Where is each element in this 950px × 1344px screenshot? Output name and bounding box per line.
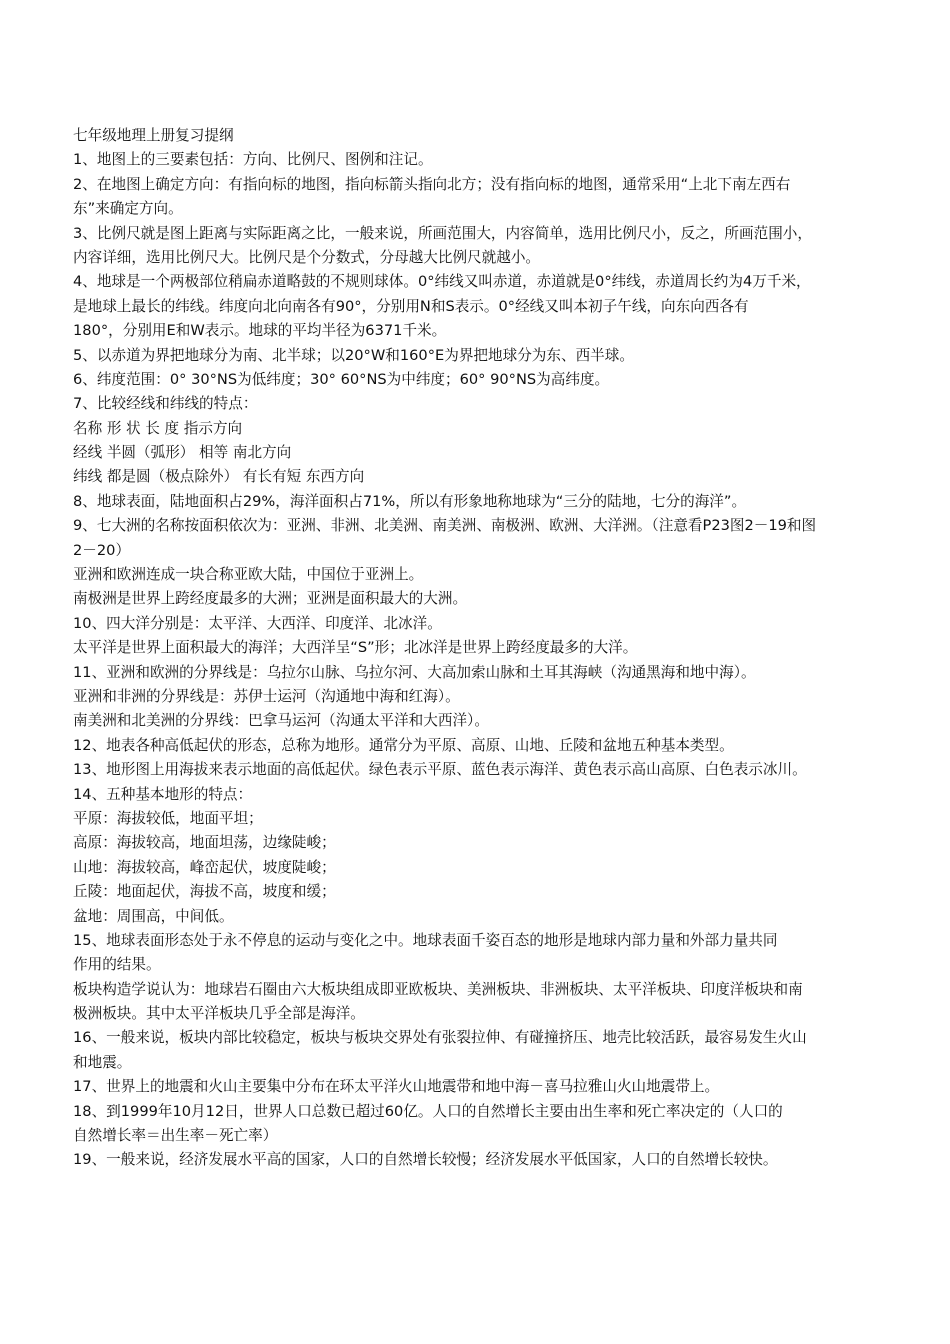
- text-line: 是地球上最长的纬线。纬度向北向南各有90°，分别用N和S表示。0°经线又叫本初子午线，向东向西各有: [73, 297, 749, 315]
- text-line: 7、比较经线和纬线的特点：: [73, 395, 258, 413]
- text-line: 3、比例尺就是图上距离与实际距离之比，一般来说，所画范围大，内容简单，选用比例尺小，反之，所画范围小，: [73, 224, 812, 242]
- text-line: 14、五种基本地形的特点：: [73, 785, 253, 803]
- text-line: 1、地图上的三要素包括：方向、比例尺、图例和注记。: [73, 151, 433, 169]
- text-line: 名称 形 状 长 度 指示方向: [73, 419, 243, 437]
- text-line: 13、地形图上用海拔来表示地面的高低起伏。绿色表示平原、蓝色表示海洋、黄色表示高山高原、白色表示冰川。: [73, 761, 807, 779]
- text-line: 盆地：周围高，中间低。: [73, 907, 234, 925]
- text-line: 8、地球表面，陆地面积占29%，海洋面积占71%，所以有形象地称地球为“三分的陆地，七分的海洋”。: [73, 492, 747, 510]
- text-line: 内容详细，选用比例尺大。比例尺是个分数式，分母越大比例尺就越小。: [73, 248, 541, 266]
- text-line: 亚洲和非洲的分界线是：苏伊士运河（沟通地中海和红海）。: [73, 687, 460, 705]
- text-line: 11、亚洲和欧洲的分界线是：乌拉尔山脉、乌拉尔河、大高加索山脉和土耳其海峡（沟通黑海和地中海）。: [73, 663, 756, 681]
- text-line: 5、以赤道为界把地球分为南、北半球；以20°W和160°E为界把地球分为东、西半球。: [73, 346, 634, 364]
- text-line: 南美洲和北美洲的分界线：巴拿马运河（沟通太平洋和大西洋）。: [73, 712, 489, 730]
- text-line: 亚洲和欧洲连成一块合称亚欧大陆，中国位于亚洲上。: [73, 566, 424, 584]
- text-line: 纬线 都是圆（极点除外） 有长有短 东西方向: [73, 468, 365, 486]
- document-title: 七年级地理上册复习提纲: [73, 127, 234, 144]
- text-line: 山地：海拔较高，峰峦起伏，坡度陡峻；: [73, 858, 336, 876]
- text-line: 太平洋是世界上面积最大的海洋；大西洋呈“S”形；北冰洋是世界上跨经度最多的大洋。: [73, 639, 638, 657]
- document-body: [73, 148, 885, 1172]
- text-line: 经线 半圆（弧形） 相等 南北方向: [73, 444, 292, 462]
- text-line: 极洲板块。其中太平洋板块几乎全部是海洋。: [73, 1005, 365, 1023]
- text-line: 东”来确定方向。: [73, 200, 183, 218]
- text-line: 6、纬度范围：0° 30°NS为低纬度；30° 60°NS为中纬度；60° 90°NS为高纬度。: [73, 370, 610, 388]
- text-line: 和地震。: [73, 1053, 132, 1071]
- text-line: 10、四大洋分别是：太平洋、大西洋、印度洋、北冰洋。: [73, 614, 442, 632]
- text-line: 9、七大洲的名称按面积依次为：亚洲、非洲、北美洲、南美洲、南极洲、欧洲、大洋洲。（注意看P23图2－19和图: [73, 517, 817, 535]
- text-line: 4、地球是一个两极部位稍扁赤道略鼓的不规则球体。0°纬线又叫赤道，赤道就是0°纬线，赤道周长约为4万千米，: [73, 273, 811, 291]
- text-line: 作用的结果。: [73, 956, 161, 974]
- text-line: 高原：海拔较高，地面坦荡，边缘陡峻；: [73, 834, 336, 852]
- text-line: 17、世界上的地震和火山主要集中分布在环太平洋火山地震带和地中海－喜马拉雅山火山地震带上。: [73, 1078, 720, 1096]
- text-line: 2－20）: [73, 541, 131, 559]
- document-page: [73, 124, 885, 1173]
- text-line: 2、在地图上确定方向：有指向标的地图，指向标箭头指向北方；没有指向标的地图，通常采用“上北下南左西右: [73, 175, 791, 193]
- text-line: 18、到1999年10月12日，世界人口总数已超过60亿。人口的自然增长主要由出生率和死亡率决定的（人口的: [73, 1102, 783, 1120]
- text-line: 19、一般来说，经济发展水平高的国家，人口的自然增长较慢；经济发展水平低国家，人口的自然增长较快。: [73, 1151, 778, 1169]
- text-line: 16、一般来说，板块内部比较稳定，板块与板块交界处有张裂拉伸、有碰撞挤压、地壳比较活跃，最容易发生火山: [73, 1029, 807, 1047]
- text-line: 平原：海拔较低，地面平坦；: [73, 809, 263, 827]
- text-line: 15、地球表面形态处于永不停息的运动与变化之中。地球表面千姿百态的地形是地球内部力量和外部力量共同: [73, 931, 778, 949]
- text-line: 12、地表各种高低起伏的形态，总称为地形。通常分为平原、高原、山地、丘陵和盆地五种基本类型。: [73, 736, 734, 754]
- text-line: 180°，分别用E和W表示。地球的平均半径为6371千米。: [73, 322, 447, 340]
- text-line: 丘陵：地面起伏，海拔不高，坡度和缓；: [73, 883, 336, 901]
- text-line: 自然增长率＝出生率－死亡率）: [73, 1127, 278, 1145]
- text-line: 南极洲是世界上跨经度最多的大洲；亚洲是面积最大的大洲。: [73, 590, 468, 608]
- text-line: 板块构造学说认为：地球岩石圈由六大板块组成即亚欧板块、美洲板块、非洲板块、太平洋板块、印度洋板块和南: [73, 980, 803, 998]
